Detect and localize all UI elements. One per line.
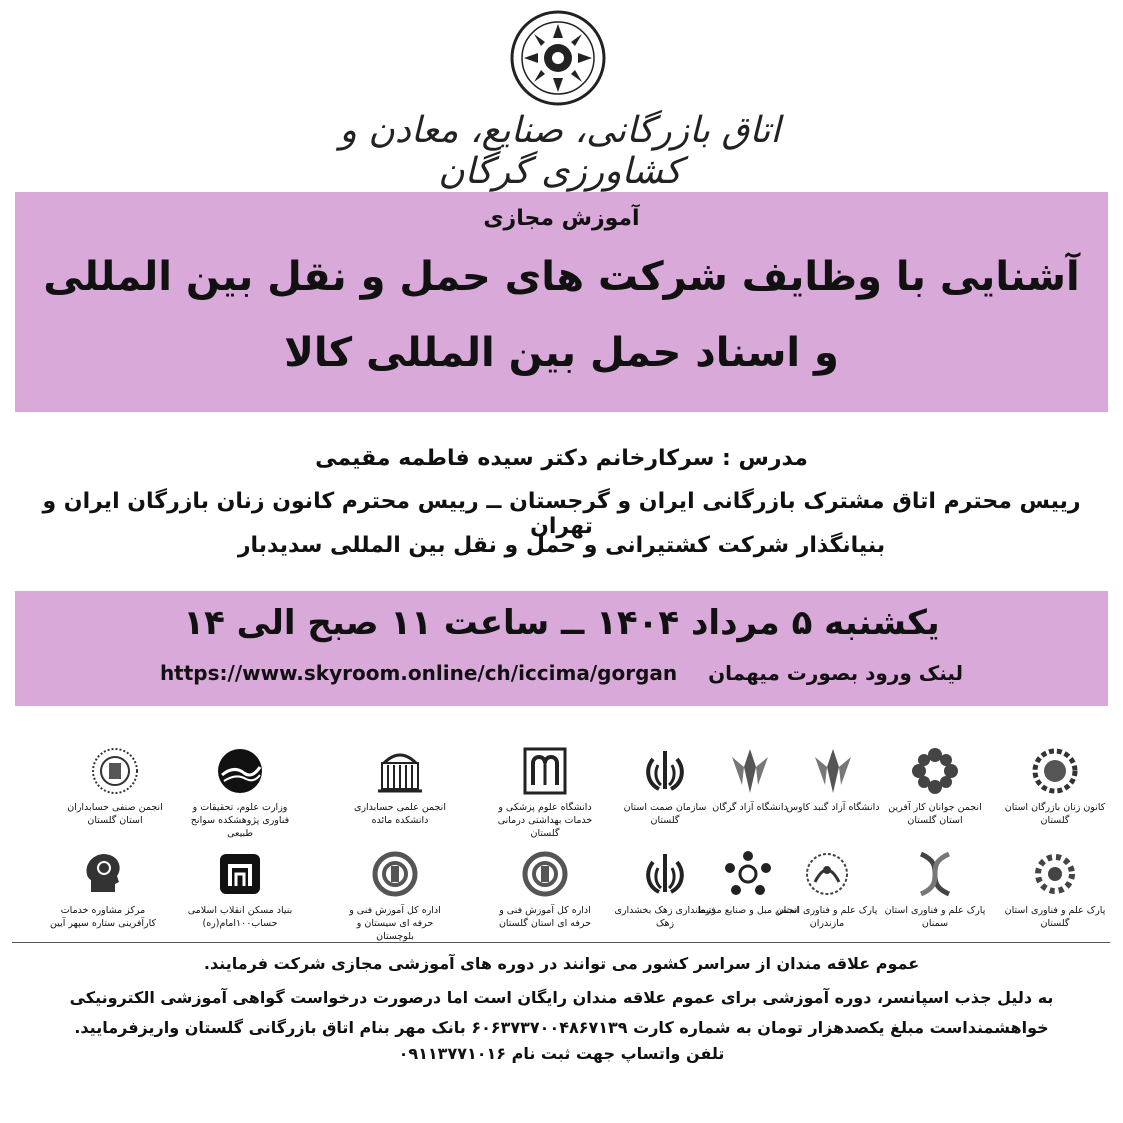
organization-name: اتاق بازرگانی، صنایع، معادن و کشاورزی گرگان <box>339 110 781 192</box>
footer-line4: تلفن واتساپ جهت ثبت نام ۰۹۱۱۳۷۷۱۰۱۶ <box>398 1044 725 1063</box>
flower-emblem-icon <box>909 745 961 797</box>
tvto-icon <box>519 848 571 900</box>
date-band <box>15 591 1108 706</box>
footer-line2: به دلیل جذب اسپانسر، دوره آموزشی برای عموم علاقه مندان رایگان است اما درصورت درخواست گواهی آموزشی الکترونیکی <box>69 988 1054 1007</box>
logo-caption: دانشگاه آزاد گنبد کاوس <box>786 802 880 813</box>
round-seal-icon <box>801 848 853 900</box>
logo-young-entrepreneurs <box>880 745 990 827</box>
logo-zahak-governorate <box>610 848 720 930</box>
link-row <box>15 661 1108 685</box>
logo-accounting-association <box>345 745 455 827</box>
guest-link-label: لینک ورود بصورت میهمان <box>708 661 964 685</box>
house-foundation-icon <box>214 848 266 900</box>
building-emblem-icon <box>374 745 426 797</box>
logo-entrepreneurship-center <box>48 848 158 930</box>
course-title-line2: و اسناد حمل بین المللی کالا <box>284 330 839 376</box>
azad-university-icon <box>724 745 776 797</box>
logo-caption: انجمن علمی حسابداری دانشکده مائده <box>354 802 446 826</box>
instructor-role-line1: رییس محترم اتاق مشترک بازرگانی ایران و گرجستان ــ رییس محترم کانون زنان بازرگان ایران و تهران <box>42 489 1081 539</box>
logo-caption: انجمن مبل و صنایع مرتبط <box>696 905 800 916</box>
course-type: آموزش مجازی <box>483 206 640 231</box>
event-date-time: یکشنبه ۵ مرداد ۱۴۰۴ ــ ساعت ۱۱ صبح الی ۱۴ <box>183 603 940 643</box>
logo-accountants-guild <box>60 745 170 827</box>
logo-caption: انجمن جوانان کار آفرین استان گلستان <box>888 802 982 826</box>
round-seal-icon <box>89 745 141 797</box>
dna-icon <box>909 848 961 900</box>
tvto-icon <box>369 848 421 900</box>
medical-university-icon <box>519 745 571 797</box>
logo-caption: وزارت علوم، تحقیقات و فناوری پژوهشکده سوانح طبیعی <box>190 802 290 839</box>
footer-line1: عموم علاقه مندان از سراسر کشور می توانند در دوره های آموزشی مجازی شرکت فرمایند. <box>203 954 920 973</box>
logo-science-park-golestan <box>1000 848 1110 930</box>
logo-science-ministry <box>185 745 295 840</box>
logo-caption: فرمانداری زهک بخشداری زهک <box>614 905 716 929</box>
logo-caption: مرکز مشاوره خدمات کارآفرینی ستاره سپهر آیین <box>49 905 157 929</box>
logo-caption: کانون زنان بازرگان استان گلستان <box>1004 802 1106 826</box>
logo-tvto-golestan <box>490 848 600 930</box>
logo-medical-university <box>490 745 600 840</box>
logo-caption: دانشگاه علوم پزشکی و خدمات بهداشتی درمانی گلستان <box>497 802 593 839</box>
instructor-role-line2: بنیانگذار شرکت کشتیرانی و حمل و نقل بین المللی سدیدبار <box>237 533 886 558</box>
divider <box>12 942 1110 943</box>
logo-tvto-sistan <box>340 848 450 943</box>
iran-emblem-icon <box>639 848 691 900</box>
logo-caption: پارک علم و فناوری استان سمنان <box>884 905 986 929</box>
gear-globe-icon <box>1029 745 1081 797</box>
title-band <box>15 192 1108 412</box>
iran-emblem-icon <box>639 745 691 797</box>
head-profile-icon <box>77 848 129 900</box>
logo-caption: سازمان صمت استان گلستان <box>623 802 707 826</box>
logo-womens-business-association <box>1000 745 1110 827</box>
logo-caption: پارک علم و فناوری استان گلستان <box>1004 905 1106 929</box>
logo-housing-foundation <box>185 848 295 930</box>
people-network-icon <box>722 848 774 900</box>
footer-line3: خواهشمنداست مبلغ یکصدهزار تومان به شماره کارت ۶۰۶۳۷۳۷۰۰۴۸۶۷۱۳۹ بانک مهر بنام اتاق بازرگانی گلستان واریزفرمایید. <box>74 1018 1049 1037</box>
course-title-line1: آشنایی با وظایف شرکت های حمل و نقل بین المللی <box>43 254 1080 300</box>
guest-link[interactable]: https://www.skyroom.online/ch/iccima/gorgan <box>159 661 678 685</box>
gear-icon <box>1029 848 1081 900</box>
logo-industry-ministry <box>610 745 720 827</box>
logo-caption: اداره کل آموزش فنی و حرفه ای استان گلستان <box>498 905 592 929</box>
instructor-name: مدرس : سرکارخانم دکتر سیده فاطمه مقیمی <box>315 446 808 471</box>
logo-caption: دانشگاه آزاد گرگان <box>712 802 788 813</box>
logo-caption: پارک علم و فناوری استان مازندران <box>776 905 878 929</box>
bird-emblem-icon <box>214 745 266 797</box>
logo-science-park-semnan <box>880 848 990 930</box>
logo-caption: انجمن صنفی حسابداران استان گلستان <box>67 802 163 826</box>
azad-university-icon <box>807 745 859 797</box>
chamber-emblem-icon <box>508 8 608 108</box>
logo-caption: بنیاد مسکن انقلاب اسلامی حساب۱۰۰امام(ره) <box>187 905 293 929</box>
logo-caption: اداره کل آموزش فنی و حرفه ای سیستان و بلوچستان <box>349 905 441 942</box>
